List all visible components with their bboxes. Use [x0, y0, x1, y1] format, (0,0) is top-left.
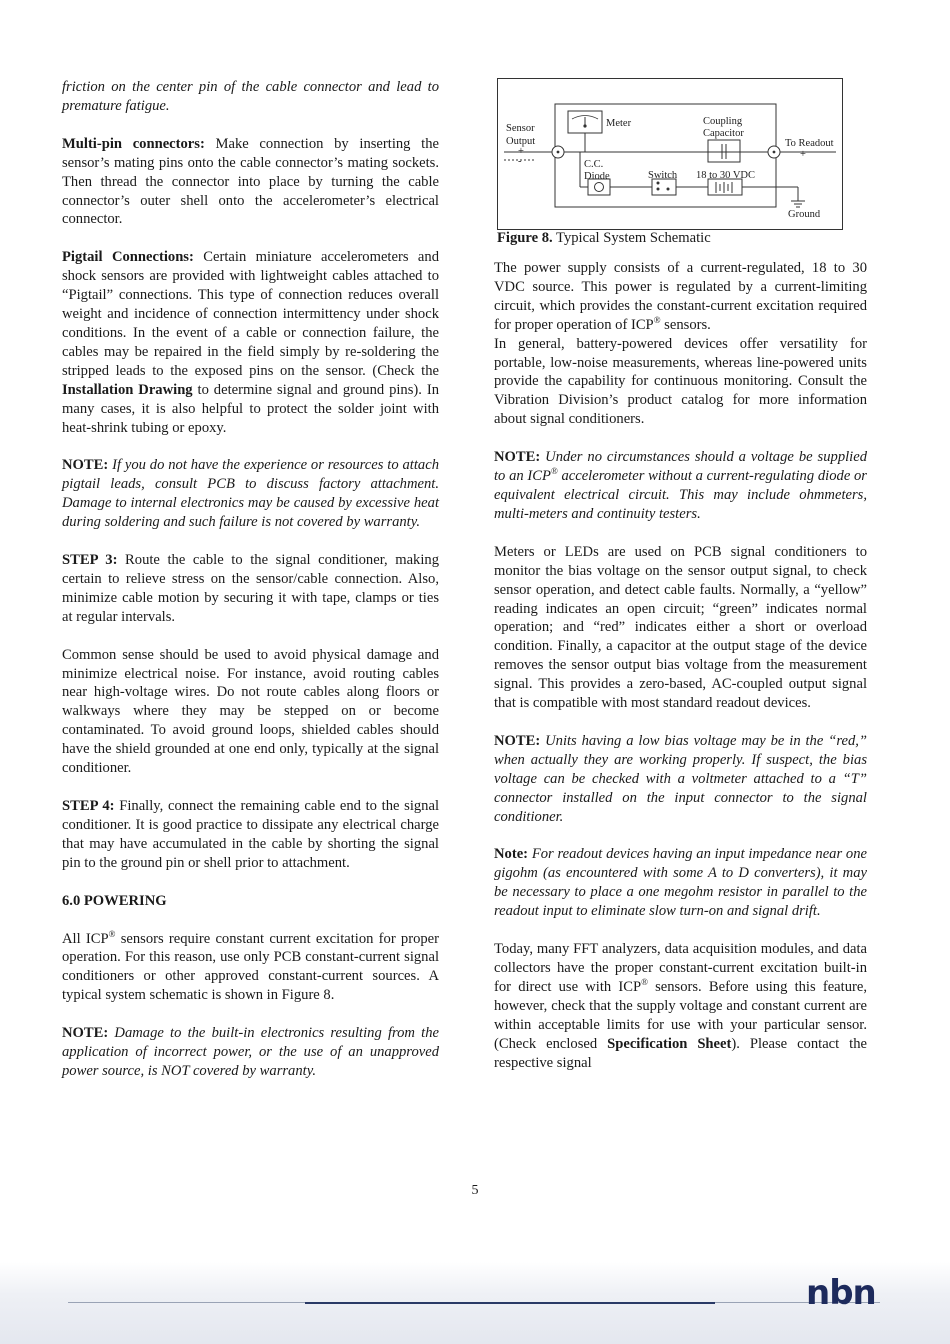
note-power-warranty: NOTE: Damage to the built-in electronics resulting from the application of incorrect power, or the use of an unapproved power source, is NOT covered by warranty. — [62, 1025, 439, 1079]
figure-caption: Figure 8. Typical System Schematic — [497, 230, 711, 246]
sensor-output-label-1: Sensor — [506, 123, 535, 134]
paragraph-step4: STEP 4: Finally, connect the remaining cable end to the signal conditioner. It is good practice to dissipate any electrical charge that may have accumulated in the cable by shorting the signal pin to the ground pin or shell prior to attachment. — [62, 798, 440, 871]
right-column — [494, 259, 867, 1072]
paragraph-meters-leds: Meters or LEDs are used on PCB signal conditioners to monitor the bias voltage on the sensor output signal, to check sensor operation, and detect cable faults. Normally, a “yellow” reading indicates an open circuit; “green” indicates normal operation; and “red” indicates either a short or overload condition. Finally, a capacitor at the output stage of the device removes the sensor output bias voltage from the measurement signal. This provides a zero-based, AC-coupled output signal that is compatible with most standard readout devices. — [494, 543, 867, 712]
note-low-bias: NOTE: Units having a low bias voltage may be in the “red,” when actually they are working properly. If suspect, the bias voltage can be checked with a voltmeter attached to a “T” connector installed on the input connector to the signal conditioner. — [494, 732, 867, 825]
paragraph-power-supply: The power supply consists of a current-regulated, 18 to 30 VDC source. This power is regulated by a current-limiting circuit, which provides the constant-current excitation required for proper operation of ICP® sensors. — [494, 260, 867, 333]
footer-rule-accent — [305, 1302, 715, 1304]
plus-sign-left: + — [518, 146, 524, 157]
left-column — [62, 78, 439, 1081]
paragraph-step3: STEP 3: Route the cable to the signal conditioner, making certain to relieve stress on the sensor/cable connection. Also, minimize cable motion by securing it with tape, clamps or ties at regular intervals. — [62, 552, 439, 625]
cc-label-1: C.C. — [584, 159, 604, 170]
coupling-label-1: Coupling — [703, 116, 743, 127]
section-heading-powering: 6.0 POWERING — [62, 892, 167, 909]
cc-label-2: Diode — [584, 171, 610, 182]
paragraph-pigtail: Pigtail Connections: Certain miniature accelerometers and shock sensors are provided with lightweight cables attached to “Pigtail” connections. This type of connection reduces overall weight and incidence of connection intermittency under shock conditions. In the event of a cable or connection failure, the cables may be repaired in the field simply by re-soldering the stripped leads to the exposed pins on the sensor. (Check the Installation Drawing to determine signal and ground pins). In many cases, it is also helpful to protect the solder joint with heat-shrink tubing or epoxy. — [62, 249, 440, 436]
coupling-label-2: Capacitor — [703, 128, 744, 139]
ground-label: Ground — [788, 209, 821, 220]
plus-sign-right: + — [800, 149, 806, 160]
paragraph-common-sense: Common sense should be used to avoid physical damage and minimize electrical noise. For instance, avoid routing cables near high-voltage wires. Do not route cables along floors or walkways where they may be stepped on or become contaminated. To avoid ground loops, shielded cables should have the shield grounded at one end only, typically at the signal conditioner. — [62, 646, 439, 777]
paragraph-fatigue: friction on the center pin of the cable connector and lead to premature fatigue. — [62, 79, 439, 114]
nbn-logo: nbn — [806, 1273, 876, 1313]
to-readout-label: To Readout — [785, 138, 834, 149]
paragraph-powering: All ICP® sensors require constant current excitation for proper operation. For this reason, use only PCB constant-current signal conditioners or other approved constant-current sources. A typical system schematic is shown in Figure 8. — [62, 928, 440, 1004]
vdc-label: 18 to 30 VDC — [696, 170, 756, 181]
page-number: 5 — [471, 1183, 479, 1198]
meter-label: Meter — [606, 118, 632, 129]
paragraph-fft-analyzers: Today, many FFT analyzers, data acquisition modules, and data collectors have the proper constant-current excitation built-in for direct use with ICP® sensors. Before using this feature, however, check that the supply voltage and constant current are within acceptable limits for use with your particular sensor. (Check enclosed Specification Sheet). Please contact the respective signal — [494, 941, 867, 1071]
sensor-output-label-2: Output — [506, 136, 536, 147]
system-schematic-figure — [497, 78, 843, 230]
switch-label: Switch — [648, 170, 678, 181]
minus-sign-left: - — [518, 156, 522, 167]
note-pigtail: NOTE: If you do not have the experience or resources to attach pigtail leads, consult PCB to discuss factory attachment. Damage to internal electronics may be caused by excessive heat during soldering and such failure is not covered by warranty. — [62, 457, 439, 531]
schematic-diagram — [498, 79, 842, 229]
paragraph-multipin: Multi-pin connectors: Make connection by inserting the sensor’s mating pins onto the cable connector’s mating sockets. Then thread the connector into place by turning the cable connector’s outer shell onto the accelerometer’s electrical connector. — [62, 135, 439, 228]
paragraph-battery-powered: In general, battery-powered devices offer versatility for portable, low-noise measurements, whereas line-powered units provide the capability for continuous monitoring. Consult the Vibration Division’s product catalog for more information about signal conditioners. — [494, 335, 867, 428]
note-current-regulating: NOTE: Under no circumstances should a voltage be supplied to an ICP® accelerometer without a current-regulating diode or equivalent electrical circuit. This may include ohmmeters, multi-meters and continuity testers. — [494, 449, 867, 522]
note-readout-impedance: Note: For readout devices having an input impedance near one gigohm (as encountered with some A to D converters), it may be necessary to place a one megohm resistor in parallel to the readout input to eliminate slow turn-on and signal drift. — [494, 846, 867, 920]
